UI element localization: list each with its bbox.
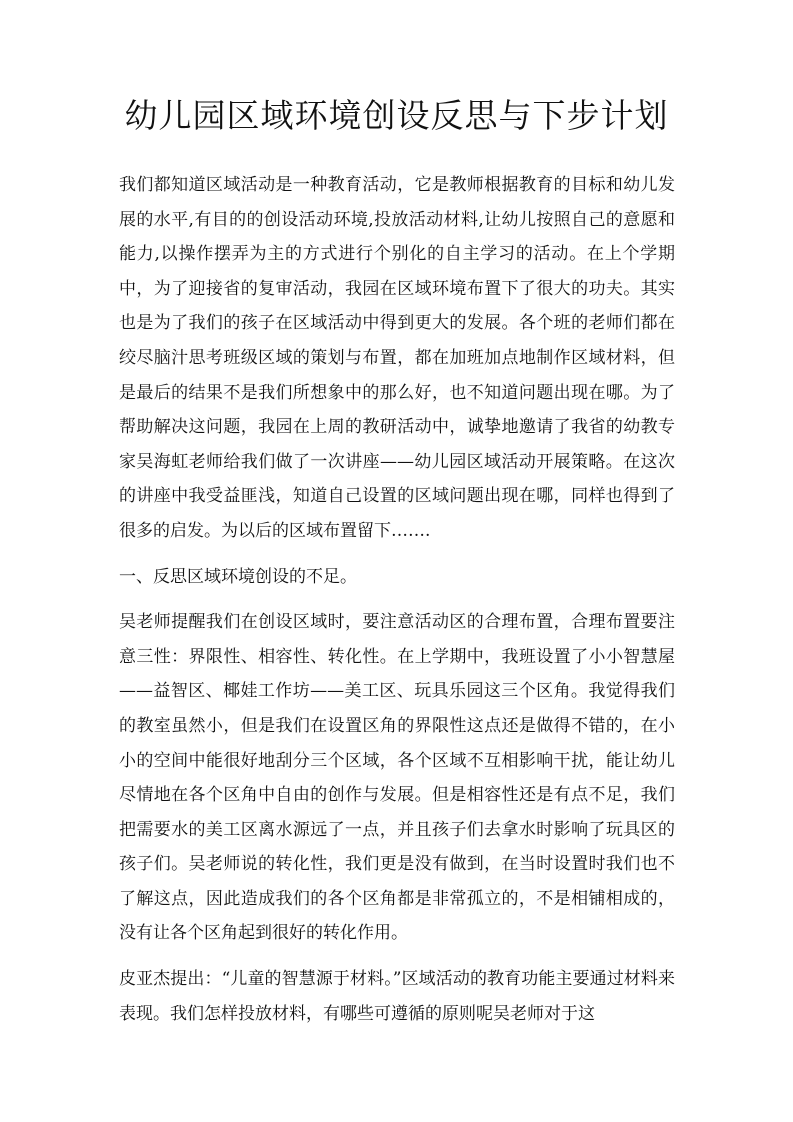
paragraph-materials: 皮亚杰提出：“儿童的智慧源于材料。”区域活动的教育功能主要通过材料来表现。我们怎样投放材料，有哪些可遵循的原则呢吴老师对于这 [119, 969, 675, 1024]
document-title: 幼儿园区域环境创设反思与下步计划 [124, 96, 669, 135]
paragraph-intro: 我们都知道区域活动是一种教育活动，它是教师根据教育的目标和幼儿发展的水平,有目的的创设活动环境,投放活动材料,让幼儿按照自己的意愿和能力,以操作摆弄为主的方式进行个别化的自主学习的活动。在上个学期中，为了迎接省的复审活动，我园在区域环境布置下了很大的功夫。其实也是为了我们的孩子在区域活动中得到更大的发展。各个班的老师们都在绞尽脑汁思考班级区域的策划与布置，都在加班加点地制作区域材料，但是最后的结果不是我们所想象中的那么好，也不知道问题出现在哪。为了帮助解决这问题，我园在上周的教研活动中，诚挚地邀请了我省的幼教专家吴海虹老师给我们做了一次讲座——幼儿园区域活动开展策略。在这次的讲座中我受益匪浅，知道自己设置的区域问题出现在哪，同样也得到了很多的启发。为以后的区域布置留下……. [119, 175, 675, 541]
section-heading-reflection: 一、反思区域环境创设的不足。 [119, 566, 357, 587]
paragraph-layout-principles: 吴老师提醒我们在创设区域时，要注意活动区的合理布置，合理布置要注意三性：界限性、相容性、转化性。在上学期中，我班设置了小小智慧屋——益智区、椰娃工作坊——美工区、玩具乐园这三个区角。我觉得我们的教室虽然小，但是我们在设置区角的界限性这点还是做得不错的，在小小的空间中能很好地刮分三个区域，各个区域不互相影响干扰，能让幼儿尽情地在各个区角中自由的创作与发展。但是相容性还是有点不足，我们把需要水的美工区离水源远了一点，并且孩子们去拿水时影响了玩具区的孩子们。吴老师说的转化性，我们更是没有做到，在当时设置时我们也不了解这点，因此造成我们的各个区角都是非常孤立的，不是相铺相成的，没有让各个区角起到很好的转化作用。 [119, 612, 675, 944]
document-body [119, 168, 675, 1031]
